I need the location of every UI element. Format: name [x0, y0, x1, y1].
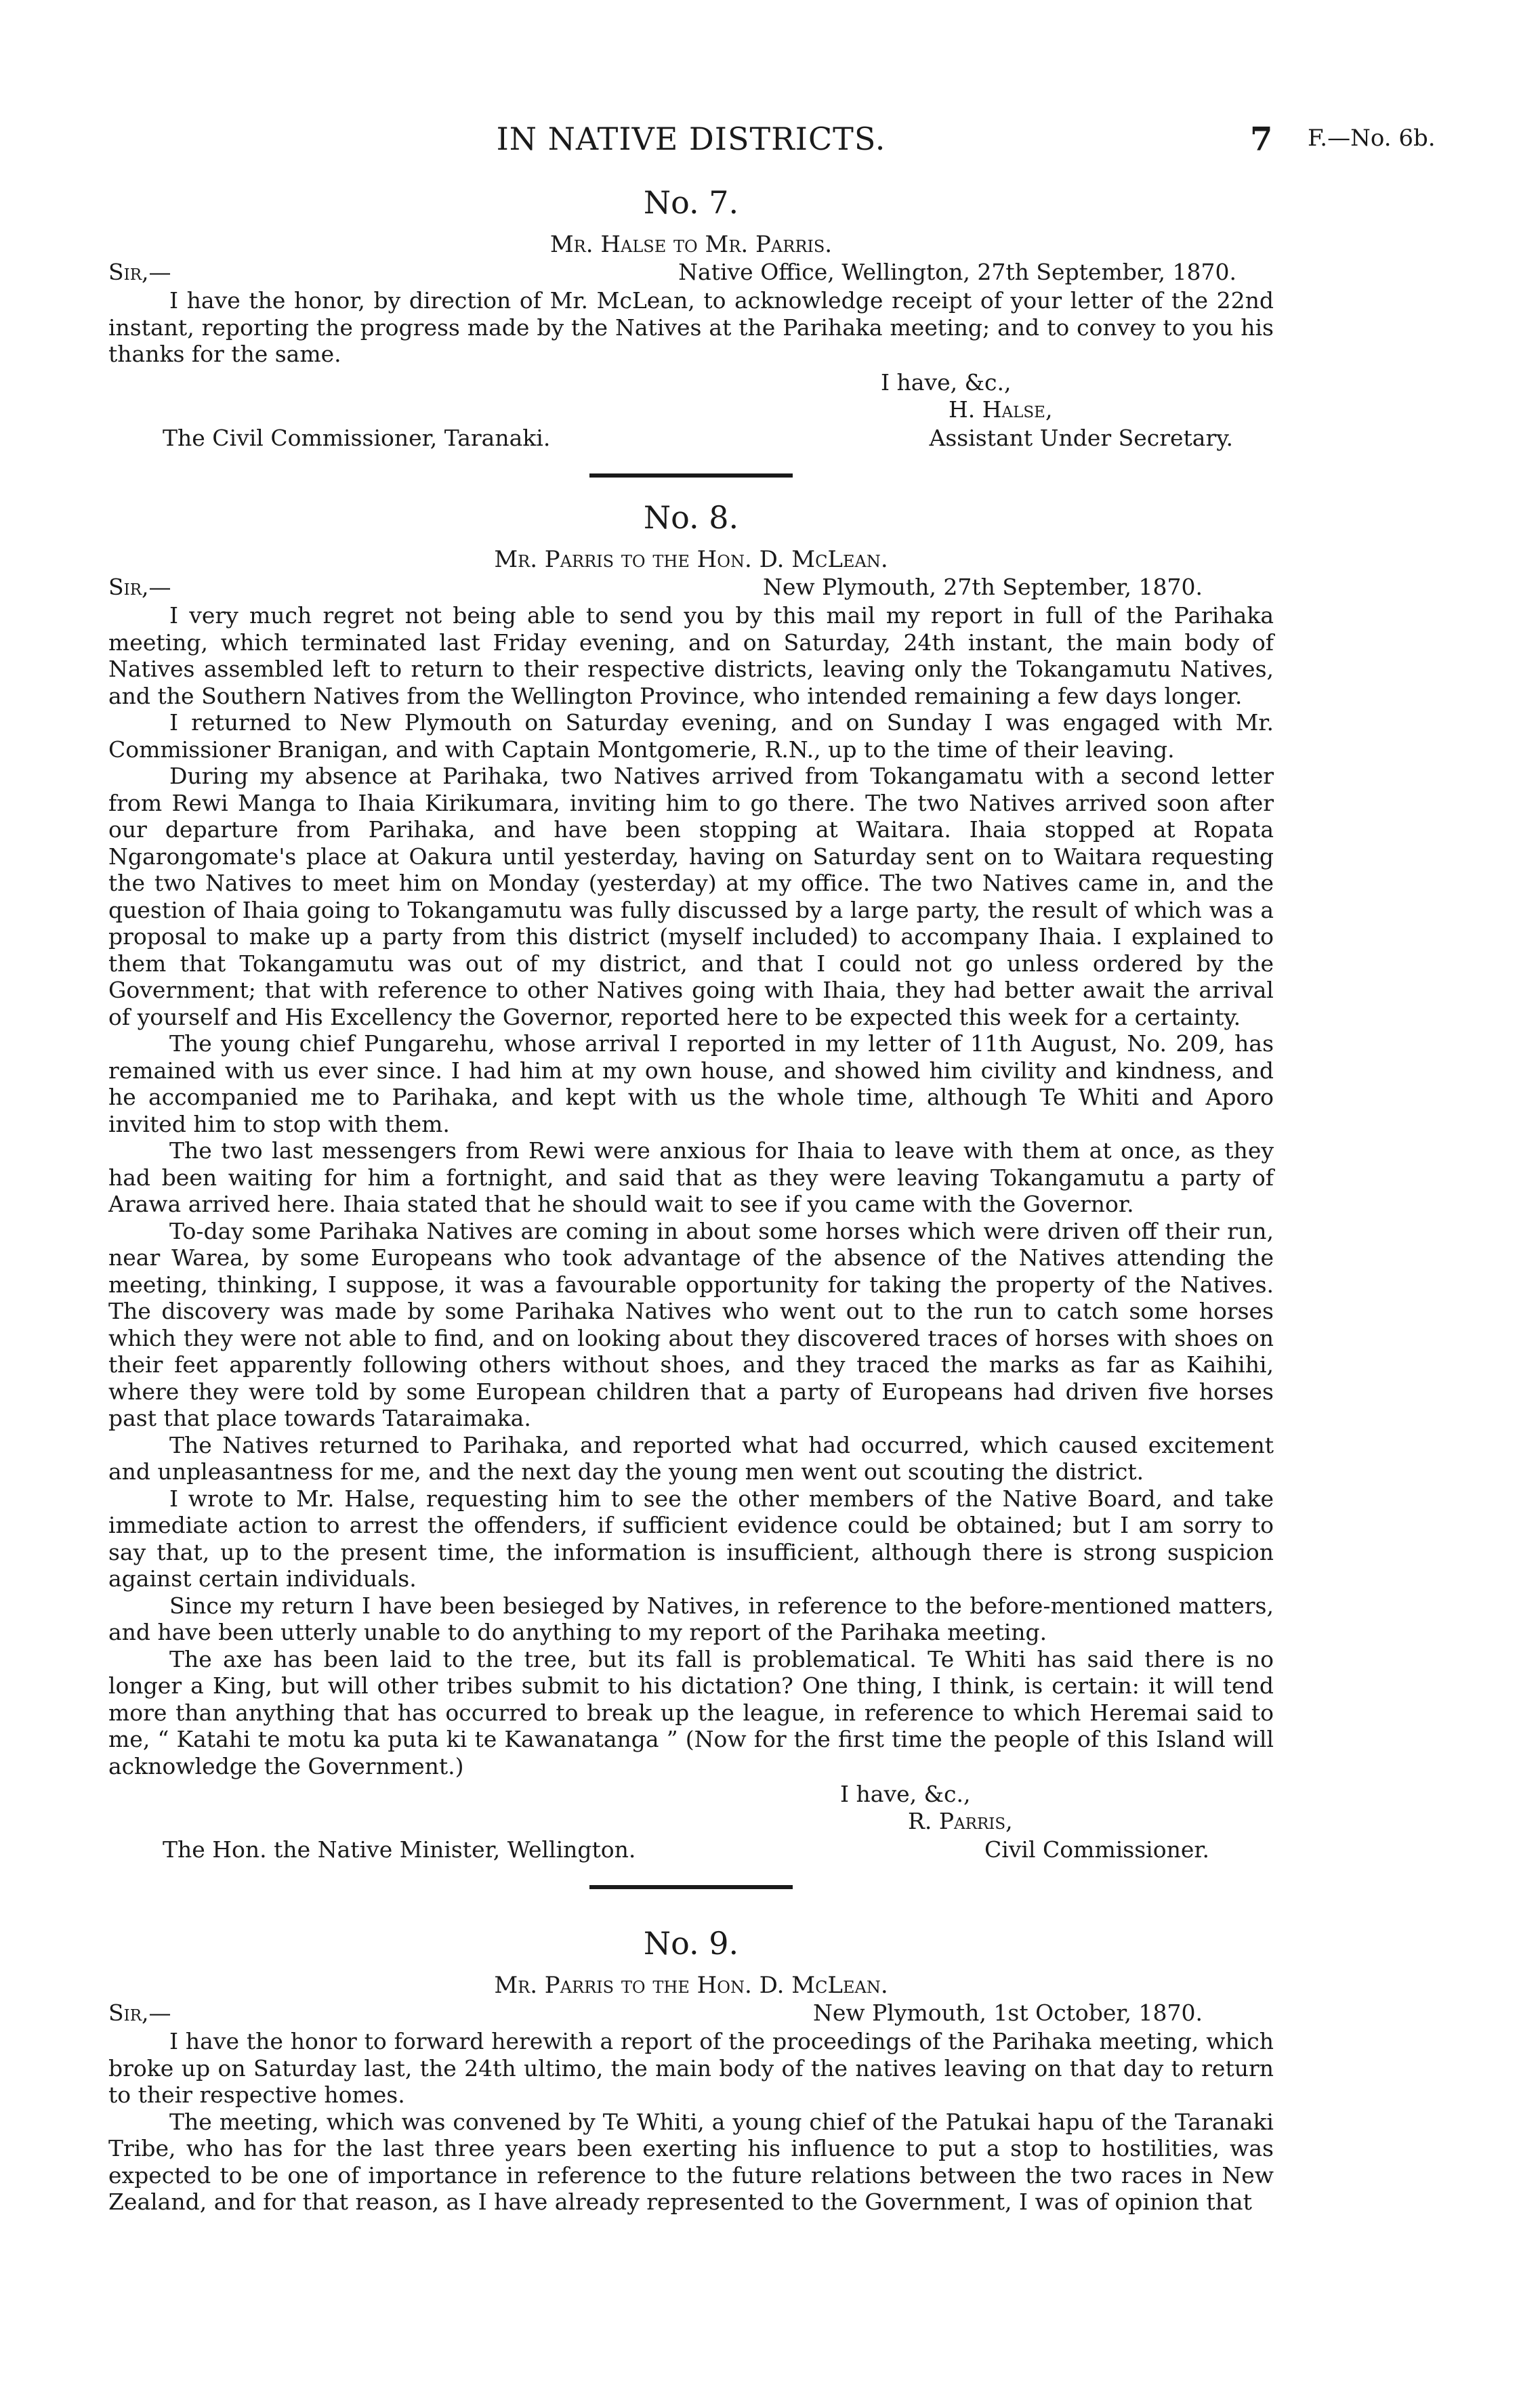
signature: H. Halse,: [949, 396, 1053, 423]
paragraph: I returned to New Plymouth on Saturday evening, and on Sunday I was engaged with Mr. Commissioner Branigan, and with Captain Montgomerie, R.N., up to the time of their leaving.: [108, 709, 1274, 763]
paragraph: The meeting, which was convened by Te Whiti, a young chief of the Patukai hapu of the Taranaki Tribe, who has for the last three years been exerting his influence to put a stop to hostilities, was expected to be one of importance in reference to the future relations between the two races in New Zealand, and for that reason, as I have already represented to the Government, I was of opinion that: [108, 2108, 1274, 2215]
running-head: [0, 121, 1519, 161]
closing-block: [108, 1781, 1274, 1869]
paragraph: The two last messengers from Rewi were anxious for Ihaia to leave with them at once, as they had been waiting for him a fortnight, and said that as they were leaving Tokangamutu a party of Arawa arrived here. Ihaia stated that he should wait to see if you came with the Governor.: [108, 1137, 1274, 1217]
paper-reference: F.—No. 6b.: [1308, 125, 1436, 152]
paragraph: Since my return I have been besieged by Natives, in reference to the before-mentioned matters, and have been utterly unable to do anything to my report of the Parihaka meeting.: [108, 1592, 1274, 1645]
letter-no-7: [108, 183, 1274, 492]
paragraph: To-day some Parihaka Natives are coming in about some horses which were driven off their run, near Warea, by some Europeans who took advantage of the absence of the Natives attending the meeting, thinking, I suppose, it was a favourable opportunity for taking the property of the Natives. The discovery was made by some Parihaka Natives who went out to the run to catch some horses which they were not able to find, and on looking about they discovered traces of horses with shoes on their feet apparently following others without shoes, and they traced the marks as far as Kaihihi, where they were told by some European children that a party of Europeans had driven five horses past that place towards Tataraimaka.: [108, 1217, 1274, 1431]
letter-no-9: [108, 1924, 1274, 2216]
date-place: New Plymouth, 27th September, 1870.: [762, 574, 1203, 600]
date-place: Native Office, Wellington, 27th September, 1870.: [678, 259, 1236, 285]
salutation: Sir,—: [108, 574, 171, 600]
signatory-title: Assistant Under Secretary.: [929, 424, 1233, 451]
letter-from-to: Mr. Halse to Mr. Parris.: [549, 231, 833, 258]
signature: R. Parris,: [908, 1808, 1013, 1834]
letter-from-to: Mr. Parris to the Hon. D. McLean.: [494, 546, 888, 573]
paragraph: The axe has been laid to the tree, but its fall is problematical. Te Whiti has said there is no longer a King, but will other tribes submit to his dictation? One thing, I think, is certain: it will tend more than anything that has occurred to break up the league, in reference to which Heremai said to me, “ Katahi te motu ka puta ki te Kawanatanga ” (Now for the first time the people of this Island will acknowledge the Government.): [108, 1645, 1274, 1779]
section-divider: [589, 473, 793, 478]
salutation: Sir,—: [108, 259, 171, 285]
letter-number: No. 9.: [643, 1925, 739, 1962]
addressee: The Civil Commissioner, Taranaki.: [163, 424, 551, 451]
paragraph: During my absence at Parihaka, two Natives arrived from Tokangamatu with a second letter from Rewi Manga to Ihaia Kirikumara, inviting him to go there. The two Natives arrived soon after our departure from Parihaka, and have been stopping at Waitara. Ihaia stopped at Ropata Ngarongomate's place at Oakura until yesterday, having on Saturday sent on to Waitara requesting the two Natives to meet him on Monday (yesterday) at my office. The two Natives came in, and the question of Ihaia going to Tokangamutu was fully discussed by a large party, the result of which was a proposal to make up a party from this district (myself included) to accompany Ihaia. I explained to them that Tokangamutu was out of my district, and that I could not go unless ordered by the Government; that with reference to other Natives going with Ihaia, they had better await the arrival of yourself and His Excellency the Governor, reported here to be expected this week for a certainty.: [108, 763, 1274, 1030]
closing-block: [108, 369, 1274, 457]
date-place: New Plymouth, 1st October, 1870.: [812, 2000, 1203, 2026]
paragraph: I have the honor to forward herewith a report of the proceedings of the Parihaka meeting, which broke up on Saturday last, the 24th ultimo, the main body of the natives leaving on that day to return to their respective homes.: [108, 2028, 1274, 2108]
paragraph: The young chief Pungarehu, whose arrival I reported in my letter of 11th August, No. 209, has remained with us ever since. I had him at my own house, and showed him civility and kindness, and he accompanied me to Parihaka, and kept with us the whole time, although Te Whiti and Aporo invited him to stop with them.: [108, 1030, 1274, 1137]
dateline: [108, 574, 1274, 602]
paragraph: I very much regret not being able to send you by this mail my report in full of the Parihaka meeting, which terminated last Friday evening, and on Saturday, 24th instant, the main body of Natives assembled left to return to their respective districts, leaving only the Tokangamutu Natives, and the Southern Natives from the Wellington Province, who intended remaining a few days longer.: [108, 602, 1274, 709]
dateline: [108, 259, 1274, 287]
addressee: The Hon. the Native Minister, Wellington.: [163, 1836, 636, 1863]
section-divider: [589, 1885, 793, 1889]
letter-no-8: [108, 498, 1274, 1904]
paragraph: I have the honor, by direction of Mr. McLean, to acknowledge receipt of your letter of the 22nd instant, reporting the progress made by the Natives at the Parihaka meeting; and to convey to you his thanks for the same.: [108, 287, 1274, 367]
signatory-title: Civil Commissioner.: [984, 1836, 1209, 1863]
letter-number: No. 7.: [643, 184, 739, 221]
dateline: [108, 2000, 1274, 2028]
complimentary-close: I have, &c.,: [881, 368, 1012, 396]
complimentary-close: I have, &c.,: [840, 1781, 971, 1807]
paragraph: I wrote to Mr. Halse, requesting him to see the other members of the Native Board, and take immediate action to arrest the offenders, if sufficient evidence could be obtained; but I am sorry to say that, up to the present time, the information is insufficient, although there is strong suspicion against certain individuals.: [108, 1485, 1274, 1592]
paragraph: The Natives returned to Parihaka, and reported what had occurred, which caused excitement and unpleasantness for me, and the next day the young men went out scouting the district.: [108, 1431, 1274, 1485]
page-number: 7: [1250, 121, 1273, 159]
salutation: Sir,—: [108, 2000, 171, 2026]
running-head-title: IN NATIVE DISTRICTS.: [496, 121, 886, 157]
letter-number: No. 8.: [643, 499, 739, 536]
letter-from-to: Mr. Parris to the Hon. D. McLean.: [494, 1972, 888, 1999]
